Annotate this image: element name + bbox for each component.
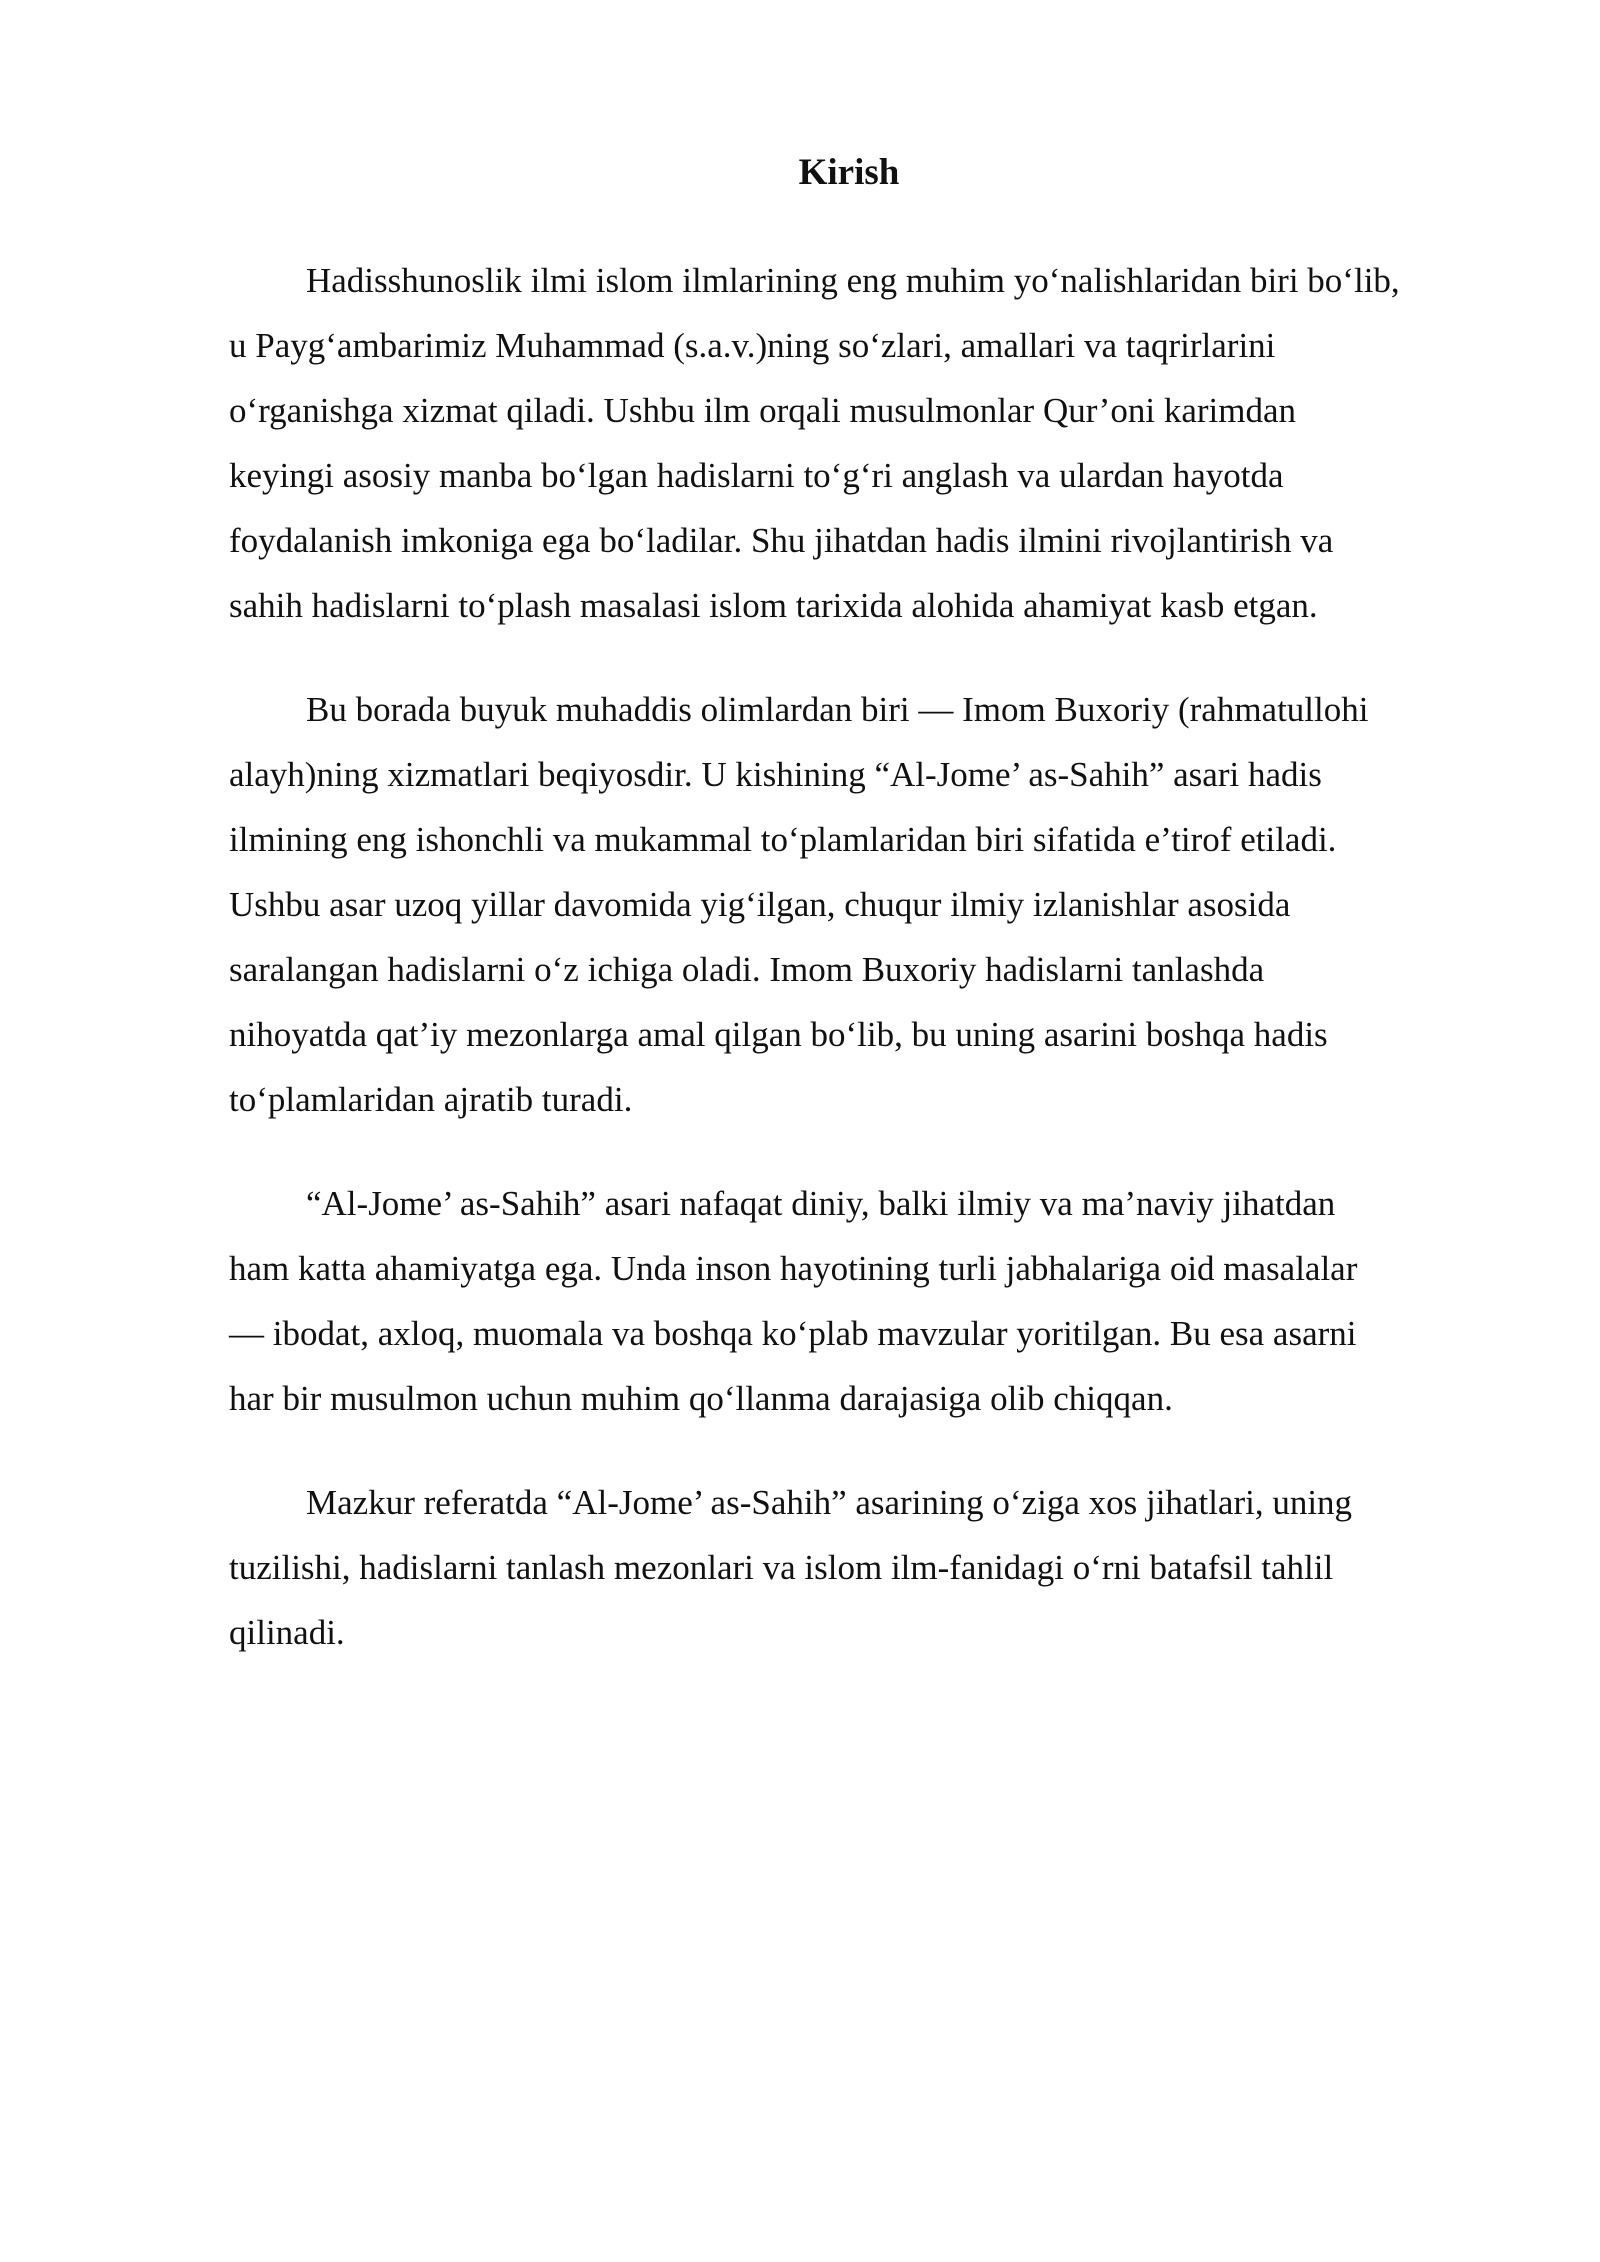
paragraph-line: Hadisshunoslik ilmi islom ilmlarining eng muhim yo‘nalishlaridan biri bo‘lib, bbox=[306, 261, 1400, 300]
paragraph-line: ilmining eng ishonchli va mukammal to‘plamlaridan biri sifatida e’tirof etiladi. bbox=[229, 820, 1337, 859]
paragraph-4 bbox=[229, 1470, 1499, 1665]
paragraph-line: sahih hadislarni to‘plash masalasi islom tarixida alohida ahamiyat kasb etgan. bbox=[229, 586, 1318, 625]
paragraph-line: alayh)ning xizmatlari beqiyosdir. U kishining “Al-Jome’ as-Sahih” asari hadis bbox=[229, 755, 1322, 794]
paragraph-line: saralangan hadislarni o‘z ichiga oladi. Imom Buxoriy hadislarni tanlashda bbox=[229, 950, 1265, 989]
document-body bbox=[229, 248, 1499, 1704]
paragraph-line: Mazkur referatda “Al-Jome’ as-Sahih” asarining o‘ziga xos jihatlari, uning bbox=[306, 1483, 1353, 1522]
paragraph-line: nihoyatda qat’iy mezonlarga amal qilgan bo‘lib, bu uning asarini boshqa hadis bbox=[229, 1015, 1328, 1054]
paragraph-line: tuzilishi, hadislarni tanlash mezonlari va islom ilm-fanidagi o‘rni batafsil tahlil bbox=[229, 1548, 1334, 1587]
paragraph-line: to‘plamlaridan ajratib turadi. bbox=[229, 1080, 633, 1119]
paragraph-line: Bu borada buyuk muhaddis olimlardan biri — Imom Buxoriy (rahmatullohi bbox=[306, 690, 1369, 729]
paragraph-line: har bir musulmon uchun muhim qo‘llanma darajasiga olib chiqqan. bbox=[229, 1379, 1173, 1418]
paragraph-1 bbox=[229, 248, 1499, 638]
paragraph-line: keyingi asosiy manba bo‘lgan hadislarni to‘g‘ri anglash va ulardan hayotda bbox=[229, 456, 1284, 495]
paragraph-3 bbox=[229, 1171, 1499, 1431]
page-title: Kirish bbox=[798, 152, 900, 193]
paragraph-line: Ushbu asar uzoq yillar davomida yig‘ilgan, chuqur ilmiy izlanishlar asosida bbox=[229, 885, 1291, 924]
paragraph-line: foydalanish imkoniga ega bo‘ladilar. Shu jihatdan hadis ilmini rivojlantirish va bbox=[229, 521, 1334, 560]
paragraph-line: ham katta ahamiyatga ega. Unda inson hayotining turli jabhalariga oid masalalar bbox=[229, 1249, 1358, 1288]
paragraph-line: u Payg‘ambarimiz Muhammad (s.a.v.)ning so‘zlari, amallari va taqrirlarini bbox=[229, 326, 1276, 365]
paragraph-line: o‘rganishga xizmat qiladi. Ushbu ilm orqali musulmonlar Qur’oni karimdan bbox=[229, 391, 1296, 430]
paragraph-line: — ibodat, axloq, muomala va boshqa ko‘plab mavzular yoritilgan. Bu esa asarni bbox=[229, 1314, 1357, 1353]
paragraph-line: qilinadi. bbox=[229, 1613, 345, 1652]
paragraph-2 bbox=[229, 677, 1499, 1132]
paragraph-line: “Al-Jome’ as-Sahih” asari nafaqat diniy, balki ilmiy va ma’naviy jihatdan bbox=[306, 1184, 1336, 1223]
